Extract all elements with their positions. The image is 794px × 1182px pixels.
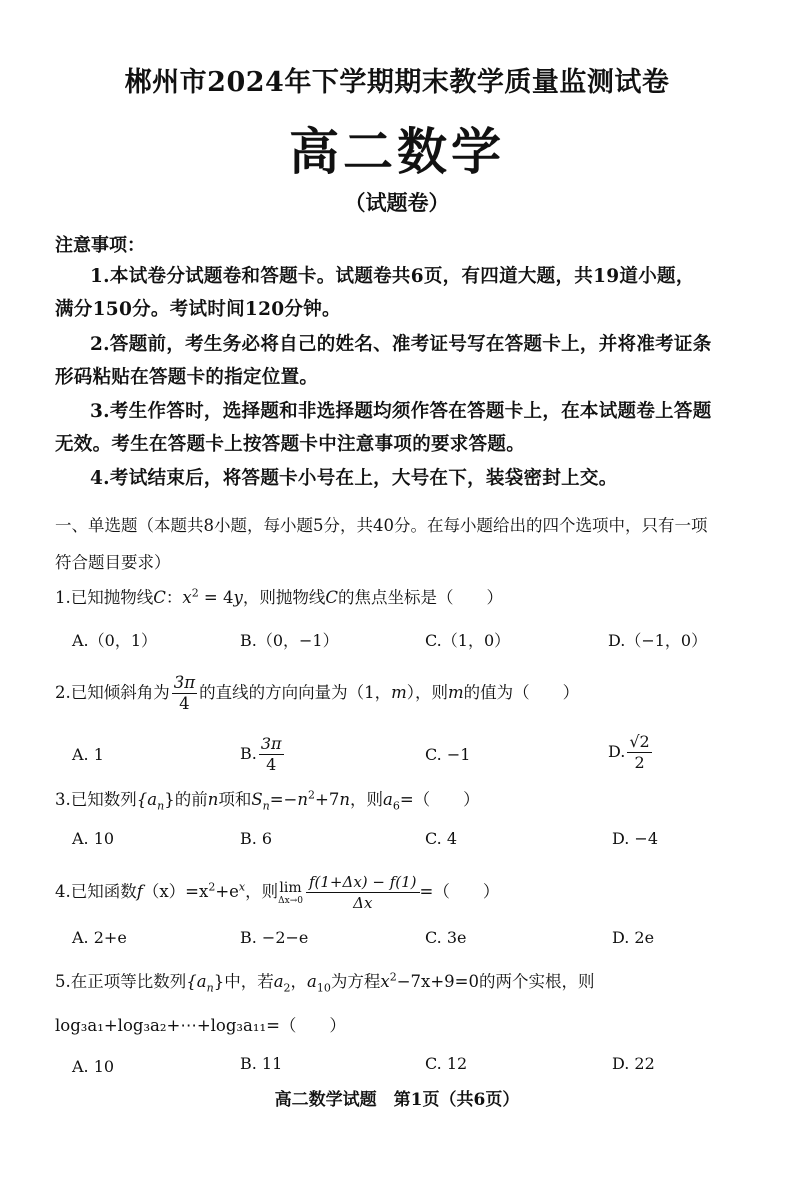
notice-heading: 注意事项： [55,235,145,256]
notice-item-3-line1: 3.考生作答时，选择题和非选择题均须作答在答题卡上，在本试题卷上答题 [90,401,712,422]
question-1-option-b: B.（0，−1） [240,631,339,650]
question-5-stem: 5.在正项等比数列$\{a_n\}$中，若$a_2$，$a_{10}$为方程$x^2-7x+9=0$的两个实根，则 [55,970,595,995]
exam-header-line: 郴州市2024年下学期期末教学质量监测试卷 [124,67,670,98]
exam-title: 高二数学 [289,122,505,181]
difference-quotient: $\frac{f(1+\Delta x) - f(1)}{\Delta x}$ [306,872,420,913]
notice-item-2-line2: 形码粘贴在答题卡的指定位置。 [55,367,319,388]
question-3-option-b: B. 6 [240,829,273,848]
question-4-option-a: A. 2+e [72,928,127,947]
notice-item-1-line2: 满分150分。考试时间120分钟。 [55,299,341,320]
notice-item-1-line1: 1.本试卷分试题卷和答题卡。试题卷共6页，有四道大题，共19道小题， [90,266,695,287]
question-2-option-c: C. −1 [425,745,471,764]
question-2-stem: 2.已知倾斜角为 $\frac{3\pi}{4}$ 的直线的方向向量为（1，m），则m的值为（ ） [55,673,580,713]
question-2-option-b: B. $\frac{3\pi}{4}$ [240,734,282,774]
question-5-log-expression: log₃a₁+log₃a₂+⋯+log₃a₁₁=（ ） [55,1016,346,1035]
question-5-option-d: D. 22 [612,1054,655,1073]
notice-item-3-line2: 无效。考生在答题卡上按答题卡中注意事项的要求答题。 [55,434,526,455]
question-4-stem: 4.已知函数$f(x)=x^2+e^x$，则 lim Δx→0 $\frac{f(1+\Delta x) - f(1)}{\Delta x}$ =（ ） [55,873,500,912]
question-3-option-c: C. 4 [425,829,458,848]
notice-item-2-line1: 2.答题前，考生务必将自己的姓名、准考证号写在答题卡上，并将准考证条 [90,334,712,355]
question-3-stem: 3.已知数列$\{a_n\}$的前n项和$S_n=-n^2+7n$，则$a_6=$（ ） [55,788,480,813]
question-5-option-b: B. 11 [240,1054,283,1073]
section-1-heading: 一、单选题（本题共8小题，每小题5分，共40分。在每小题给出的四个选项中，只有一项 [55,516,708,535]
question-1-option-a: A.（0，1） [72,631,158,650]
question-1-option-d: D.（−1，0） [608,631,708,650]
question-4-option-d: D. 2e [612,928,655,947]
question-1-stem: 1.已知抛物线C：$x^2 = 4y$，则抛物线C的焦点坐标是（ ） [55,586,503,607]
question-3-option-a: A. 10 [72,829,115,848]
question-2-option-a: A. 1 [72,745,104,764]
question-1-option-c: C.（1，0） [425,631,511,650]
question-2-option-d: D. $\frac{√2}{2}$ [608,732,650,772]
question-3-option-d: D. −4 [612,829,659,848]
page-footer: 高二数学试题 第1页（共6页） [274,1090,520,1110]
notice-item-4-line1: 4.考试结束后，将答题卡小号在上，大号在下，装袋密封上交。 [90,468,618,489]
question-5-option-a: A. 10 [72,1057,115,1076]
question-4-option-c: C. 3e [425,928,467,947]
section-1-heading-cont: 符合题目要求） [55,553,171,572]
exam-subtitle: （试题卷） [344,190,450,215]
question-4-option-b: B. −2−e [240,928,309,947]
limit-operator: lim Δx→0 [278,879,303,906]
question-5-option-c: C. 12 [425,1054,468,1073]
fraction-3pi-over-4: $\frac{3\pi}{4}$ [173,673,196,713]
